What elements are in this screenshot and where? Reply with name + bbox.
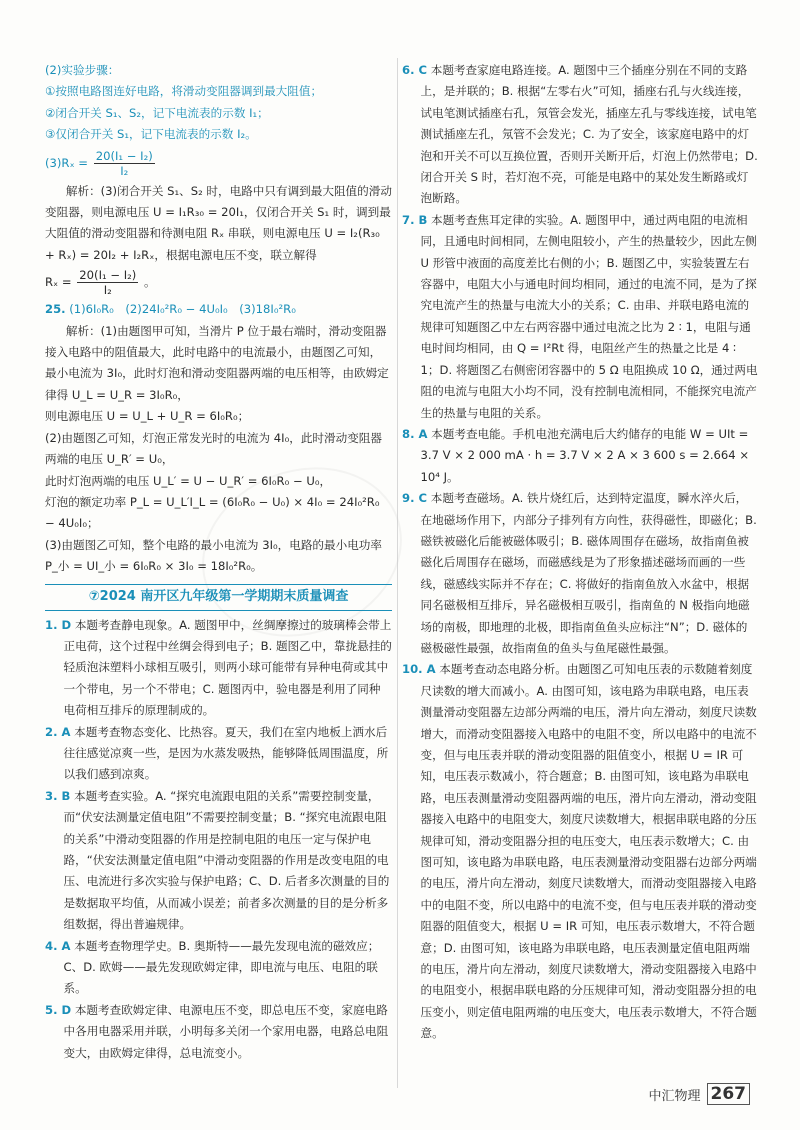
rx-suffix: 。 bbox=[144, 275, 156, 290]
answer-number: 6. C bbox=[402, 63, 428, 77]
rx-denominator: I₂ bbox=[103, 283, 112, 298]
step-2: ②闭合开关 S₁、S₂，记下电流表的示数 I₁； bbox=[45, 105, 269, 120]
answer-number: 7. B bbox=[402, 212, 428, 227]
column-divider bbox=[397, 58, 398, 1088]
answer-text: 本题考查电能。手机电池充满电后大约储存的电能 W = UIt = 3.7 V × 2 000 mA · h = 3.7 V × 2 A × 3 600 s = 2.664 × 10⁴ J。 bbox=[420, 426, 750, 484]
q25-body-6: (3)由题图乙可知，整个电路的最小电流为 3I₀，电路的最小电功率 P_小 = UI_小 = 6I₀R₀ × 3I₀ = 18I₀²R₀。 bbox=[45, 537, 382, 574]
q25-number: 25. bbox=[45, 302, 66, 317]
answer-item bbox=[45, 615, 392, 722]
rx-prefix: Rₓ = bbox=[45, 275, 72, 290]
q3-numerator: 20(I₁ − I₂) bbox=[95, 148, 153, 163]
q25-body-2: 则电源电压 U = U_L + U_R = 6I₀R₀； bbox=[45, 409, 250, 424]
q25-head: (1)6I₀R₀ (2)24I₀²R₀ − 4U₀I₀ (3)18I₀²R₀ bbox=[69, 302, 296, 317]
answer-item bbox=[402, 424, 758, 488]
answer-item bbox=[402, 60, 758, 210]
q3-denominator: I₂ bbox=[120, 163, 129, 178]
page-footer bbox=[648, 1083, 750, 1105]
answer-number: 2. A bbox=[45, 724, 71, 739]
footer-brand: 中汇物理 bbox=[648, 1088, 701, 1104]
answer-item bbox=[45, 1000, 392, 1064]
q25-body-4: 此时灯泡两端的电压 U_L′ = U − U_R′ = 6I₀R₀ − U₀， bbox=[45, 473, 332, 488]
q25-answer bbox=[45, 299, 392, 320]
answer-number: 10. A bbox=[402, 662, 436, 677]
left-column bbox=[45, 60, 392, 1064]
section-title: ⑦2024 南开区九年级第一学期期末质量调查 bbox=[45, 584, 392, 611]
answer-number: 1. D bbox=[45, 617, 72, 632]
analysis-text: 解析：(3)闭合开关 S₁、S₂ 时，电路中只有调到最大阻值的滑动变阻器，则电源电压 U = I₁R₃₀ = 20I₁，仅闭合开关 S₁ 时，调到最大阻值的滑动变阻器和待测电阻 Rₓ 串联，则电源电压 U = I₂(R₃₀ + Rₓ) = 20I₂ + I₂Rₓ，根据电源电压不变，联立解得 bbox=[45, 183, 392, 262]
answer-item bbox=[402, 488, 758, 659]
answer-text: 本题考查物态变化、比热容。夏天，我们在室内地板上洒水后往往感觉凉爽一些，是因为水蒸发吸热，能够降低周围温度，所以我们感到凉爽。 bbox=[63, 724, 389, 782]
answer-item bbox=[45, 936, 392, 1000]
answer-text: 本题考查物理学史。B. 奥斯特——最先发现电流的磁效应；C、D. 欧姆——最先发现欧姆定律，即电流与电压、电阻的联系。 bbox=[63, 938, 380, 996]
answer-item bbox=[45, 786, 392, 936]
answer-text: 本题考查欧姆定律、电源电压不变，即总电压不变，家庭电路中各用电器采用并联，小明每多关闭一个家用电器，电路总电阻变大，由欧姆定律得，总电流变小。 bbox=[63, 1002, 389, 1060]
rx-fraction bbox=[77, 268, 138, 297]
answer-number: 4. A bbox=[45, 938, 71, 953]
answer-item bbox=[402, 659, 758, 1044]
answer-text: 本题考查实验。A. “探究电流跟电阻的关系”需要控制变量，而“伏安法测量定值电阻”不需要控制变量；B. “探究电流跟电阻的关系”中滑动变阻器的作用是控制电阻的电压一定与保护电路，“伏安法测量定值电阻”中滑动变阻器的作用是改变电阻的电压、电流进行多次实验与保护电路；C、D. 后者多次测量的目的是数据取平均值，从而减小误差；前者多次测量的目的是分析多组数据，得出普遍规律。 bbox=[63, 788, 390, 932]
step-title: (2)实验步骤： bbox=[45, 63, 120, 77]
answer-text: 本题考查家庭电路连接。A. 题图中三个插座分别在不同的支路上，是并联的；B. 根据“左零右火”可知，插座右孔与火线连接，试电笔测试插座右孔，氖管会发光，插座左孔与零线连接，试电笔测试插座左孔，氖管不会发光；C. 为了安全，该家庭电路中的灯泡和开关不可以互换位置，否则开关断开后，灯泡上仍然带电；D. 闭合开关 S 时，若灯泡不亮，可能是电路中的某处发生断路或灯泡断路。 bbox=[420, 63, 758, 206]
rx-formula bbox=[45, 268, 392, 297]
q3-fraction bbox=[94, 149, 155, 178]
page-number: 267 bbox=[707, 1083, 751, 1105]
answer-number: 9. C bbox=[402, 491, 428, 506]
answer-number: 8. A bbox=[402, 426, 428, 441]
step-3: ③仅闭合开关 S₁，记下电流表的示数 I₂。 bbox=[45, 127, 257, 142]
q3-prefix: (3)Rₓ = bbox=[45, 155, 89, 170]
q25-body-1: 解析：(1)由题图甲可知，当滑片 P 位于最右端时，滑动变阻器接入电路中的阻值最大，此时电路中的电流最小，由题图乙可知，最小电流为 3I₀，此时灯泡和滑动变阻器两端的电压相等，由欧姆定律得 U_L = U_R = 3I₀R₀， bbox=[45, 323, 389, 402]
answer-item bbox=[402, 210, 758, 424]
answer-text: 本题考查焦耳定律的实验。A. 题图甲中，通过两电阻的电流相同，且通电时间相同，左侧电阻较小，产生的热量较少，因此左侧 U 形管中液面的高度差比右侧的小；B. 题图乙中，实验装置左右容器中，电阻大小与通电时间均相同，通过的电流不同，是为了探究电流产生的热量与电流大小的关系；C. 由串、并联电路电流的规律可知题图乙中左右两容器中通过电流之比为 2 ∶ 1，电阻与通电时间均相同，由 Q = I²Rt 得，电阻丝产生的热量之比是 4 ∶ 1；D. 将题图乙右侧密闭容器中的 5 Ω 电阻换成 10 Ω，通过两电阻的电流与电阻大小均不同，没有控制电流相同，不能探究电流产生的热量与电阻的关系。 bbox=[420, 212, 758, 420]
answer-item bbox=[45, 722, 392, 786]
answer-text: 本题考查静电现象。A. 题图甲中，丝绸摩擦过的玻璃棒会带上正电荷，这个过程中丝绸会得到电子；B. 题图乙中，靠拢悬挂的轻质泡沫塑料小球相互吸引，则两小球可能带有异种电荷或其中一个带电，另一个不带电；C. 题图丙中，验电器是利用了同种电荷相互排斥的原理制成的。 bbox=[63, 617, 392, 718]
rx-numerator: 20(I₁ − I₂) bbox=[79, 268, 137, 283]
step-1: ①按照电路图连好电路，将滑动变阻器调到最大阻值； bbox=[45, 84, 323, 99]
q25-body-3: (2)由题图乙可知，灯泡正常发光时的电流为 4I₀，此时滑动变阻器两端的电压 U_R′ = U₀， bbox=[45, 430, 382, 467]
answer-number: 3. B bbox=[45, 788, 71, 803]
q25-body-5: 灯泡的额定功率 P_L = U_L′I_L = (6I₀R₀ − U₀) × 4I₀ = 24I₀²R₀ − 4U₀I₀； bbox=[45, 494, 380, 531]
answer-number: 5. D bbox=[45, 1002, 72, 1017]
answer-text: 本题考查磁场。A. 铁片烧红后，达到特定温度，瞬水淬火后，在地磁场作用下，内部分子排列有方向性，获得磁性，即磁化；B. 磁铁被磁化后能被磁体吸引；B. 磁体周围存在磁场，故指南鱼被磁化后周围存在磁场，而磁感线是为了形象描述磁场而画的一些线，磁感线实际并不存在；C. 将做好的指南鱼放入水盆中，根据同名磁极相互排斥，异名磁极相互吸引，指南鱼的 N 极指向地磁场的南极，即地理的北极，即指南鱼鱼头应标注“N”；D. 磁体的磁极磁性最强，故指南鱼的鱼头与鱼尾磁性最强。 bbox=[420, 491, 757, 655]
answer-text: 本题考查动态电路分析。由题图乙可知电压表的示数随着刻度尺读数的增大而减小。A. 由图可知，该电路为串联电路，电压表测量滑动变阻器左边部分两端的电压，滑片向左滑动，刻度尺读数增大，而滑动变阻器接入电路中的电阻不变，所以电路中的电流不变，但与电压表并联的滑动变阻器的阻值变小，根据 U = IR 可知，电压表示数减小，符合题意；B. 由图可知，该电路为串联电路，电压表测量滑动变阻器两端的电压，滑片向左滑动，滑动变阻器接入电路中的电阻变大，刻度尺读数增大，根据串联电路的分压规律可知，滑动变阻器分担的电压变大，电压表示数增大；C. 由图可知，该电路为串联电路，电压表测量滑动变阻器右边部分两端的电压，滑片向左滑动，刻度尺读数增大，而滑动变阻器接入电路中的电阻不变，所以电路中的电流不变，但与电压表并联的滑动变阻器的阻值变大，根据 U = IR 可知，电压表示数增大，不符合题意；D. 由图可知，该电路为串联电路，电压表测量定值电阻两端的电压，滑片向左滑动，刻度尺读数增大，滑动变阻器接入电路中的电阻变小，根据串联电路的分压规律可知，滑动变阻器分担的电压变小，则定值电阻两端的电压变大，电压表示数增大，不符合题意。 bbox=[420, 662, 757, 1041]
q3-formula bbox=[45, 149, 392, 178]
right-column bbox=[402, 60, 758, 1045]
